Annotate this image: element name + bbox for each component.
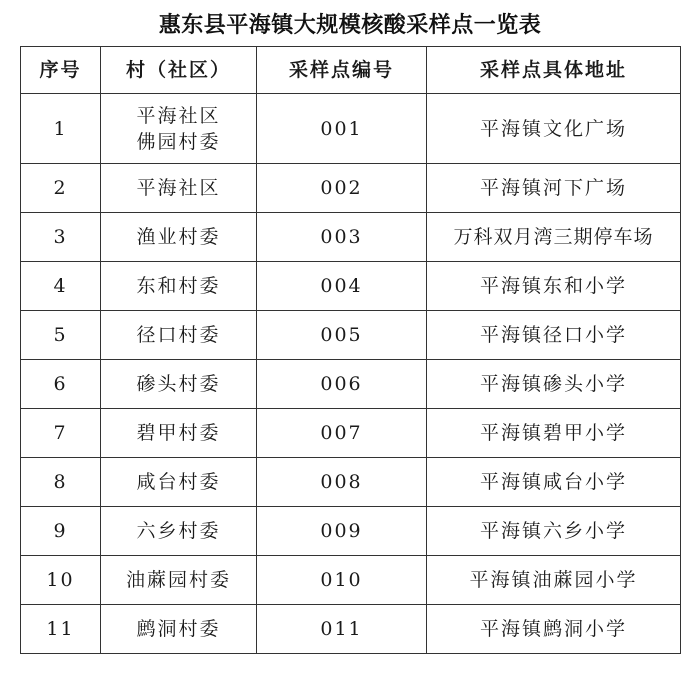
- cell-index: 3: [21, 213, 101, 262]
- cell-index: 1: [21, 94, 101, 164]
- header-index: 序号: [21, 47, 101, 94]
- cell-index: 4: [21, 262, 101, 311]
- cell-site-code: 001: [257, 94, 427, 164]
- table-row: [21, 262, 681, 311]
- cell-index: 5: [21, 311, 101, 360]
- cell-village: 径口村委: [101, 311, 257, 360]
- table-row: [21, 164, 681, 213]
- cell-site-address: 平海镇东和小学: [427, 262, 681, 311]
- cell-site-address: 平海镇鹧洞小学: [427, 605, 681, 654]
- cell-index: 8: [21, 458, 101, 507]
- table-row: [21, 213, 681, 262]
- cell-village: 平海社区: [101, 164, 257, 213]
- cell-village-line2: 佛园村委: [136, 130, 221, 153]
- sampling-sites-table: [20, 46, 681, 654]
- table-row: [21, 409, 681, 458]
- header-site-code: 采样点编号: [257, 47, 427, 94]
- cell-site-code: 002: [257, 164, 427, 213]
- cell-village: 碜头村委: [101, 360, 257, 409]
- cell-site-code: 008: [257, 458, 427, 507]
- table-row: [21, 311, 681, 360]
- cell-index: 10: [21, 556, 101, 605]
- table-row: [21, 556, 681, 605]
- cell-index: 9: [21, 507, 101, 556]
- cell-site-address: 平海镇油蔴园小学: [427, 556, 681, 605]
- cell-index: 6: [21, 360, 101, 409]
- cell-site-address: 平海镇六乡小学: [427, 507, 681, 556]
- cell-site-code: 006: [257, 360, 427, 409]
- cell-village: [101, 94, 257, 164]
- cell-village: 鹧洞村委: [101, 605, 257, 654]
- cell-index: 11: [21, 605, 101, 654]
- cell-site-code: 010: [257, 556, 427, 605]
- cell-site-address: 平海镇碧甲小学: [427, 409, 681, 458]
- cell-village: 油蔴园村委: [101, 556, 257, 605]
- cell-village: 碧甲村委: [101, 409, 257, 458]
- cell-site-address: 平海镇河下广场: [427, 164, 681, 213]
- cell-site-code: 004: [257, 262, 427, 311]
- header-site-address: 采样点具体地址: [427, 47, 681, 94]
- cell-site-code: 011: [257, 605, 427, 654]
- header-row: [21, 47, 681, 94]
- cell-site-code: 003: [257, 213, 427, 262]
- table-row: [21, 458, 681, 507]
- table-row: [21, 94, 681, 164]
- cell-site-address: 万科双月湾三期停车场: [427, 213, 681, 262]
- cell-village: 东和村委: [101, 262, 257, 311]
- cell-site-address: 平海镇咸台小学: [427, 458, 681, 507]
- cell-village: 渔业村委: [101, 213, 257, 262]
- document-title: 惠东县平海镇大规模核酸采样点一览表: [158, 12, 542, 38]
- table-body: [21, 94, 681, 654]
- cell-index: 7: [21, 409, 101, 458]
- cell-village: 六乡村委: [101, 507, 257, 556]
- cell-site-address: 平海镇径口小学: [427, 311, 681, 360]
- table-header: [21, 47, 681, 94]
- cell-index: 2: [21, 164, 101, 213]
- cell-village-line1: 平海社区: [136, 104, 221, 127]
- cell-site-address: 平海镇文化广场: [427, 94, 681, 164]
- cell-site-address: 平海镇碜头小学: [427, 360, 681, 409]
- table-row: [21, 507, 681, 556]
- header-village: 村（社区）: [101, 47, 257, 94]
- table-row: [21, 605, 681, 654]
- table-row: [21, 360, 681, 409]
- cell-site-code: 009: [257, 507, 427, 556]
- cell-site-code: 005: [257, 311, 427, 360]
- cell-village: 咸台村委: [101, 458, 257, 507]
- cell-site-code: 007: [257, 409, 427, 458]
